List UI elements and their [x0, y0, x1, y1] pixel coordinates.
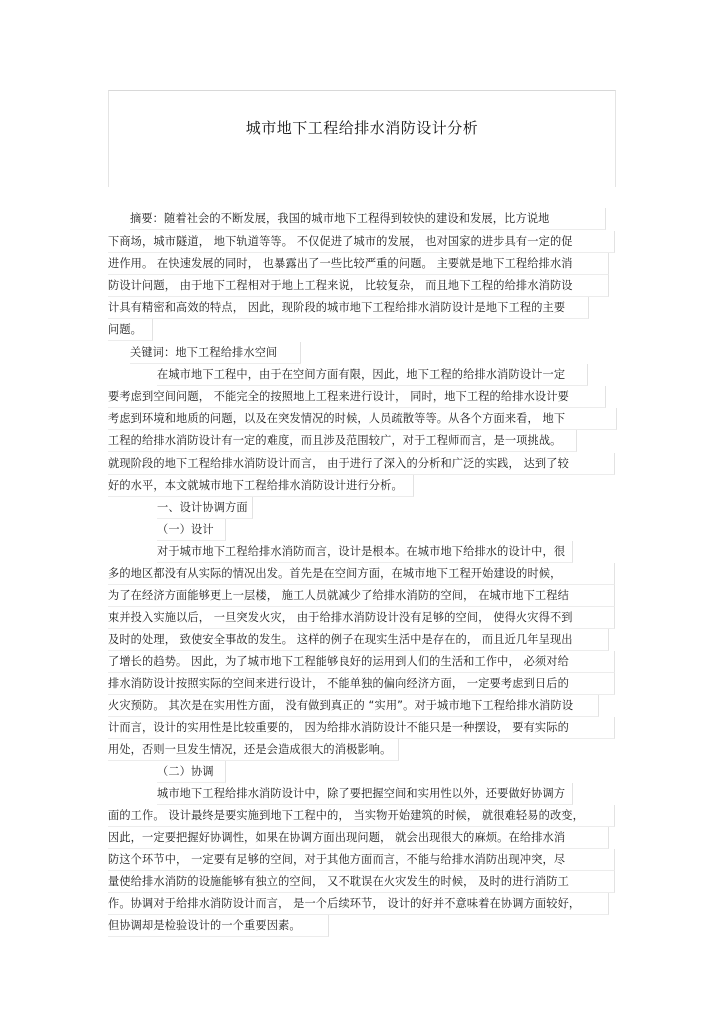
text-line: 要考虑到空间问题， 不能完全的按照地上工程来进行设计， 同时，地下工程的给排水设计要: [108, 386, 606, 408]
subsection-heading: （二）协调: [157, 761, 226, 783]
text-line: 因此，一定要把握好协调性，如果在协调方面出现问题， 就会出现很大的麻烦。在给排水消: [108, 827, 609, 849]
text-line: 关键词：地下工程给排水空间: [130, 342, 301, 364]
text-line: 排水消防设计按照实际的空间来进行设计， 不能单独的偏向经济方面， 一定要考虑到日后的: [108, 673, 615, 695]
text-line: 面的工作。 设计最终是要实施到地下工程中的， 当实物开始建筑的时候， 就很难轻易的改变，: [108, 805, 615, 827]
text-line: 束并投入实施以后， 一旦突发火灾， 由于给排水消防设计没有足够的空间， 使得火灾得不到: [108, 607, 615, 629]
page-title: 城市地下工程给排水消防设计分析: [245, 119, 479, 137]
text-line: 考虑到环境和地质的问题，以及在突发情况的时候，人员疏散等等。从各个方面来看， 地下: [108, 408, 617, 430]
section-heading: 一、设计协调方面: [157, 497, 253, 519]
text-line: 进作用。 在快速发展的同时， 也暴露出了一些比较严重的问题。 主要就是地下工程给排水消: [108, 253, 609, 275]
text-line: 计而言，设计的实用性是比较重要的， 因为给排水消防设计不能只是一种摆设， 要有实际的: [108, 717, 615, 739]
text-line: 用处，否则一旦发生情况，还是会造成很大的消极影响。: [108, 739, 399, 761]
text-line: 问题。: [108, 319, 153, 341]
text-line: 对于城市地下工程给排水消防而言，设计是根本。在城市地下给排水的设计中，很: [157, 541, 573, 563]
text-line: 防这个环节中， 一定要有足够的空间，对于其他方面而言，不能与给排水消防出现冲突，尽: [108, 849, 615, 871]
title-block: [108, 90, 616, 187]
text-line: 了增长的趋势。 因此，为了城市地下工程能够良好的运用到人们的生活和工作中， 必须对给: [108, 651, 615, 673]
text-line: 为了在经济方面能够更上一层楼， 施工人员就减少了给排水消防的空间， 在城市地下工程结: [108, 585, 615, 607]
text-line: 及时的处理， 致使安全事故的发生。 这样的例子在现实生活中是存在的， 而且近几年呈现出: [108, 629, 609, 651]
text-line: 工程的给排水消防设计有一定的难度，而且涉及范围较广，对于工程师而言，是一项挑战。: [108, 430, 577, 452]
text-line: 防设计问题， 由于地下工程相对于地上工程来说， 比较复杂， 而且地下工程的给排水消防设: [108, 275, 609, 297]
text-line: 下商场，城市隧道， 地下轨道等等。 不仅促进了城市的发展， 也对国家的进步具有一定的促: [108, 231, 615, 253]
text-line: 但协调却是检验设计的一个重要因素。: [108, 915, 329, 937]
text-line: 好的水平，本文就城市地下工程给排水消防设计进行分析。: [108, 475, 414, 497]
text-line: 在城市地下工程中，由于在空间方面有限，因此，地下工程的给排水消防设计一定: [157, 364, 588, 386]
text-line: 作。协调对于给排水消防设计而言， 是一个后续环节， 设计的好并不意味着在协调方面较好，: [108, 893, 609, 915]
text-line: 计具有精密和高效的特点， 因此，现阶段的城市地下工程给排水消防设计是地下工程的主要: [108, 297, 589, 319]
text-line: 火灾预防。 其次是在实用性方面， 没有做到真正的 “实用”。对于城市地下工程给排水消防设: [108, 695, 599, 717]
text-line: 摘要：随着社会的不断发展，我国的城市地下工程得到较快的建设和发展，比方说地: [130, 208, 606, 230]
text-line: 量使给排水消防的设施能够有独立的空间， 又不耽误在火灾发生的时候， 及时的进行消防工: [108, 871, 615, 893]
text-line: 城市地下工程给排水消防设计中，除了要把握空间和实用性以外，还要做好协调方: [157, 783, 573, 805]
subsection-heading: （一）设计: [157, 519, 226, 541]
text-line: 多的地区都没有从实际的情况出发。首先是在空间方面，在城市地下工程开始建设的时候，: [108, 563, 615, 585]
text-line: 就现阶段的地下工程给排水消防设计而言， 由于进行了深入的分析和广泛的实践， 达到了较: [108, 453, 615, 475]
